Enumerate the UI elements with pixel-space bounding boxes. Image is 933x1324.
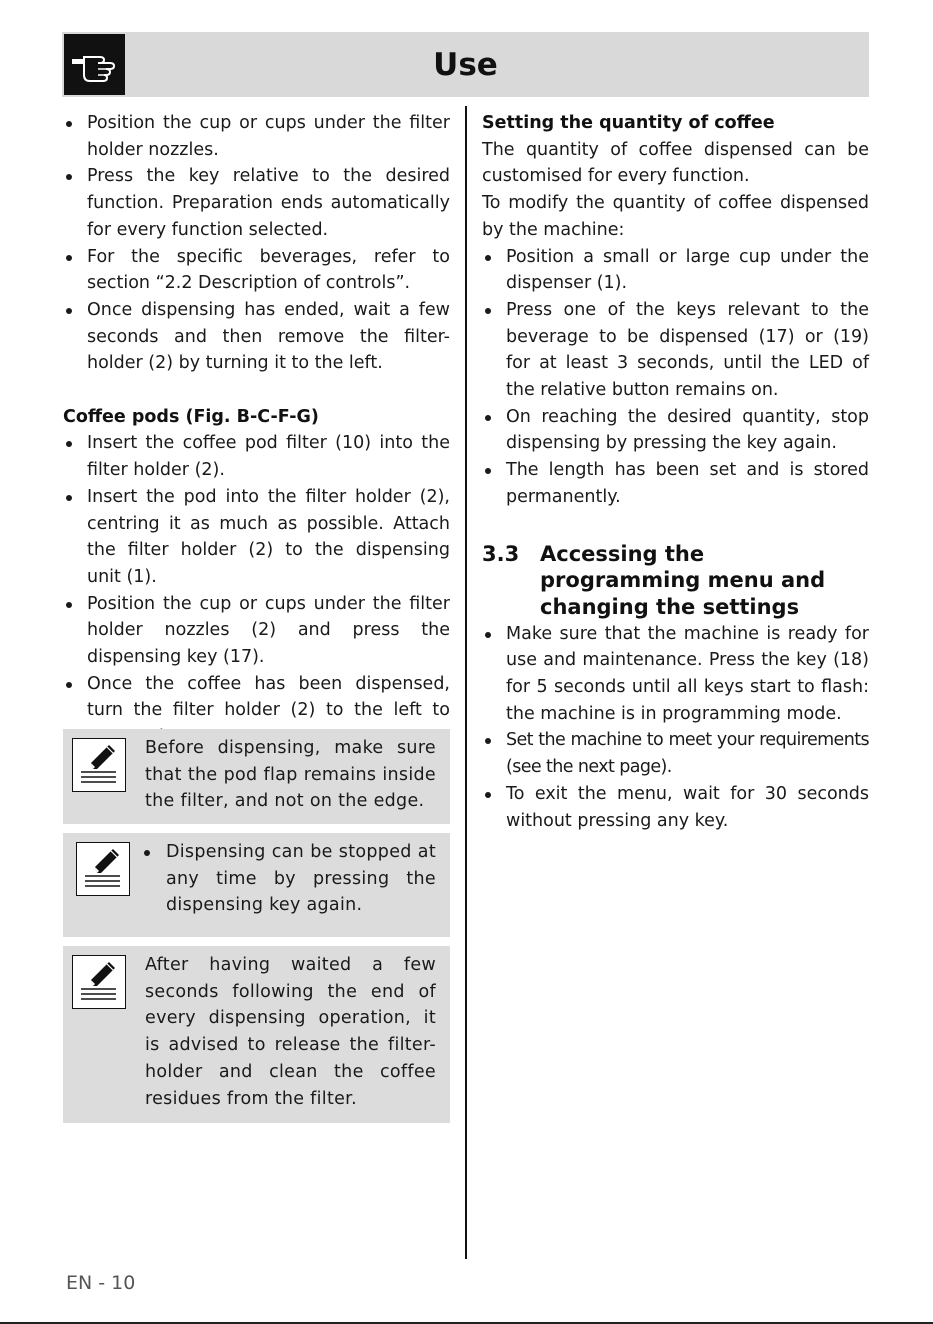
page-title: Use — [433, 46, 498, 83]
quantity-steps-list — [482, 244, 869, 511]
paragraph: To modify the quantity of coffee dispensed by the machine: — [482, 193, 869, 240]
column-divider — [465, 106, 467, 1259]
programming-steps-list — [482, 621, 869, 835]
pods-steps-list — [63, 430, 450, 750]
left-column — [63, 110, 450, 751]
note-text: After having waited a few seconds following the end of every dispensing operation, it is advised to release the filter-holder and clean the coffee residues from the filter. — [145, 955, 436, 1109]
list-item: Position the cup or cups under the filter holder nozzles (2) and press the dispensing key (17). — [63, 591, 450, 671]
note-box-clean-filter — [63, 946, 450, 1123]
pencil-note-icon — [76, 842, 130, 896]
right-column — [482, 110, 869, 834]
page-header — [62, 32, 869, 97]
coffee-pods-heading: Coffee pods (Fig. B-C-F-G) — [63, 406, 319, 427]
list-item: The length has been set and is stored permanently. — [482, 457, 869, 510]
note-box-stop-dispensing — [63, 833, 450, 937]
quantity-heading: Setting the quantity of coffee — [482, 113, 775, 133]
list-item: Insert the coffee pod filter (10) into the filter holder (2). — [63, 430, 450, 483]
section-title: Accessing the programming menu and changing the settings — [540, 541, 826, 619]
steps-list — [63, 110, 450, 377]
note-box-pod-flap — [63, 729, 450, 824]
pencil-note-icon — [72, 955, 126, 1009]
list-item: Position a small or large cup under the dispenser (1). — [482, 244, 869, 297]
pencil-note-icon — [72, 738, 126, 792]
list-item: Dispensing can be stopped at any time by pressing the dispensing key again. — [141, 839, 436, 919]
list-item: Make sure that the machine is ready for use and maintenance. Press the key (18) for 5 seconds until all keys start to flash: the machine is in programming mode. — [482, 621, 869, 728]
list-item: Once the coffee has been dispensed, turn the filter holder (2) to the left to — [63, 671, 450, 751]
list-item: On reaching the desired quantity, stop dispensing by pressing the key again. — [482, 404, 869, 457]
list-item: Position the cup or cups under the filter holder nozzles. — [63, 110, 450, 163]
list-item: To exit the menu, wait for 30 seconds without pressing any key. — [482, 781, 869, 834]
list-item: Set the machine to meet your requirements (see the next page). — [482, 727, 869, 780]
list-item: Press the key relative to the desired function. Preparation ends automatically for every function selected. — [63, 163, 450, 243]
page-number: EN - 10 — [66, 1272, 136, 1294]
section-heading — [482, 541, 869, 621]
list-item: Insert the pod into the filter holder (2), centring it as much as possible. Attach the filter holder (2) to the dispensing unit (1). — [63, 484, 450, 591]
note-text — [141, 839, 436, 919]
list-item: Press one of the keys relevant to the beverage to be dispensed (17) or (19) for at least 3 seconds, until the LED of the relative button remains on. — [482, 297, 869, 404]
list-item: For the specific beverages, refer to section “2.2 Description of controls”. — [63, 244, 450, 297]
paragraph: The quantity of coffee dispensed can be customised for every function. — [482, 139, 869, 187]
list-item: Once dispensing has ended, wait a few seconds and then remove the filter-holder (2) by turning it to the left. — [63, 297, 450, 377]
note-text: Before dispensing, make sure that the pod flap remains inside the filter, and not on the edge. — [145, 738, 436, 812]
section-number: 3.3 — [482, 541, 520, 566]
